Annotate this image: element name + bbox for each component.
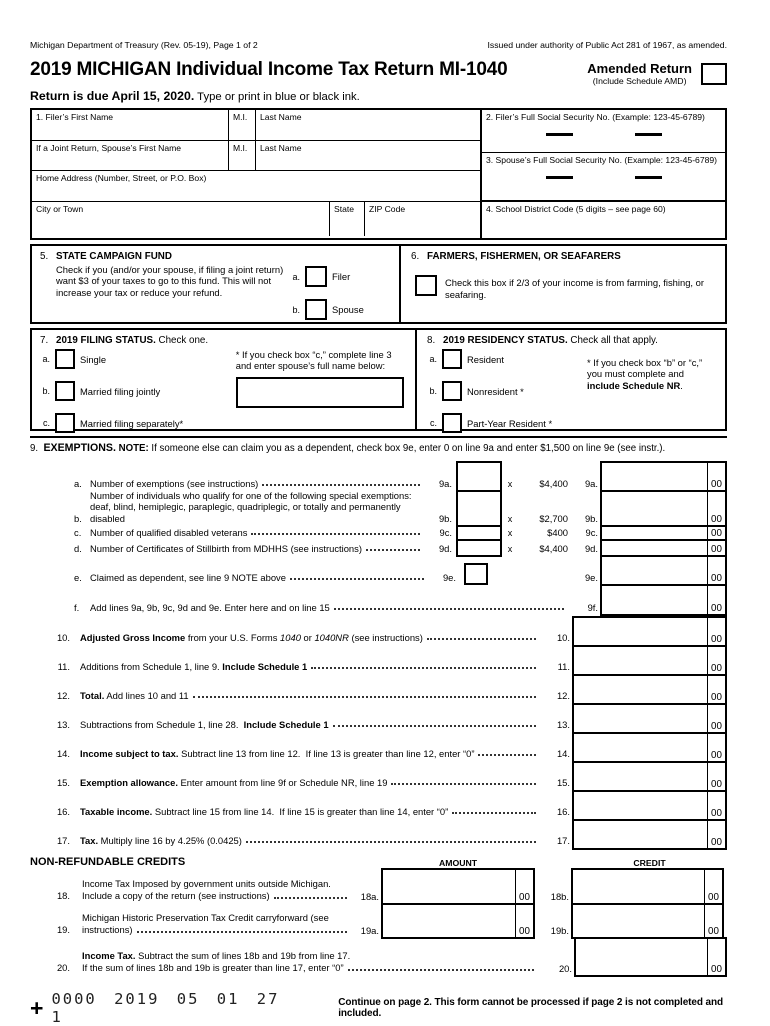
cents-column: 00 — [707, 541, 725, 555]
line-number: 20. — [56, 962, 70, 973]
section-7-title: 2019 FILING STATUS. — [56, 335, 156, 346]
exemption-row-9a — [30, 461, 727, 492]
campaign-filer-letter: a. — [292, 271, 300, 282]
line-11: 11. Additions from Schedule 1, line 9. Include Schedule 1 11. 00 — [30, 645, 727, 676]
section-8-subtitle: Check all that apply. — [567, 335, 658, 346]
line-ref: 9b. — [584, 513, 598, 524]
row-letter: c. — [74, 526, 82, 538]
cents-column: 00 — [707, 821, 725, 848]
section-7-filing-status — [32, 330, 417, 429]
line-18-text-2: Include a copy of the return (see instructions) — [82, 889, 270, 901]
section-5-campaign-fund — [32, 246, 401, 322]
row-text: Number of exemptions (see instructions) — [90, 477, 259, 489]
section-9-note: If someone else can claim you as a dependent, check box 9e, enter 0 on line 9a and enter $1,500 on line 9e (see instr.). — [148, 443, 666, 454]
section-9-title: EXEMPTIONS. — [43, 442, 116, 454]
filing-joint-letter: b. — [42, 386, 50, 396]
taxpayer-identity-table — [30, 108, 727, 240]
multiply-sign: x — [507, 479, 513, 489]
line-ref: 19b. — [550, 925, 569, 936]
spouse-last-name-field[interactable]: Last Name — [260, 143, 302, 153]
filing-single-letter: a. — [42, 354, 50, 364]
filing-joint-label: Married filing jointly — [80, 385, 161, 397]
line-ref: 17. — [556, 835, 570, 846]
line-ref: 18b. — [550, 891, 569, 902]
line-18 — [30, 868, 727, 905]
due-date-line — [30, 89, 727, 103]
dotted-leader — [348, 962, 534, 971]
credits-block — [30, 868, 727, 977]
credit-box-19b[interactable] — [571, 903, 724, 939]
row-letter: b. — [74, 512, 82, 524]
campaign-spouse-letter: b. — [292, 304, 300, 315]
farmers-checkbox[interactable] — [415, 275, 437, 296]
line-number: 18. — [56, 890, 70, 901]
dotted-leader — [193, 696, 536, 698]
city-field[interactable]: City or Town — [32, 202, 330, 236]
exemptions-block — [30, 461, 727, 616]
line-ref: 12. — [556, 690, 570, 701]
line-ref: 20. — [558, 963, 572, 974]
dotted-leader — [452, 812, 536, 814]
line-number: 14. — [56, 748, 70, 759]
due-date-text: Return is due April 15, 2020. — [30, 89, 195, 103]
dotted-leader — [274, 890, 347, 899]
amount-box-17[interactable] — [572, 819, 727, 850]
print-instruction-text: Type or print in blue or black ink. — [194, 91, 360, 103]
line-ref: 11. — [557, 661, 570, 672]
cents-column: 00 — [707, 557, 725, 584]
line-ref: 9f. — [587, 602, 598, 613]
section-9-note-label: NOTE: — [118, 443, 149, 454]
cents-column: 00 — [707, 763, 725, 790]
line-18-text-1: Income Tax Imposed by government units outside Michigan. — [82, 877, 331, 889]
amount-box-19a[interactable] — [381, 903, 535, 939]
credit-box-18b[interactable] — [571, 868, 724, 905]
spouse-full-name-field[interactable] — [236, 377, 404, 408]
dotted-leader — [366, 549, 420, 551]
dotted-leader — [391, 783, 536, 785]
line-14: 14. Income subject to tax. Subtract line 13 from line 12. If line 13 is greater than line 12, enter “0” 14. 00 — [30, 732, 727, 763]
row-text: Number of qualified disabled veterans — [90, 526, 248, 538]
cents-column: 00 — [707, 463, 725, 490]
state-field[interactable]: State — [330, 202, 365, 236]
sections-5-6 — [30, 244, 727, 324]
line-ref: 13. — [556, 719, 570, 730]
line-10: 10. Adjusted Gross Income from your U.S. Forms 1040 or 1040NR (see instructions) 10. 00 — [30, 616, 727, 647]
multiply-sign: x — [507, 514, 513, 524]
authority-text: Issued under authority of Public Act 281 of 1967, as amended. — [487, 40, 727, 50]
line-number: 17. — [56, 835, 70, 846]
spouse-first-name-field[interactable]: If a Joint Return, Spouse’s First Name — [32, 141, 229, 170]
amount-box-18a[interactable] — [381, 868, 535, 905]
credit-column-header: CREDIT — [633, 858, 666, 868]
line-19 — [30, 903, 727, 939]
row-text: Number of Certificates of Stillbirth from MDHHS (see instructions) — [90, 542, 362, 554]
amount-box-15[interactable] — [572, 761, 727, 792]
dotted-leader — [251, 533, 420, 535]
dotted-leader — [427, 638, 536, 640]
line-number: 11. — [57, 661, 70, 672]
row-text: Claimed as dependent, see line 9 NOTE above — [90, 571, 286, 583]
line-13: 13. Subtractions from Schedule 1, line 28. Include Schedule 1 13. 00 — [30, 703, 727, 734]
cents-column: 00 — [707, 647, 725, 674]
cents-column: 00 — [704, 870, 722, 903]
row-letter: f. — [74, 601, 80, 613]
cents-column: 00 — [515, 905, 533, 937]
spouse-mi-field[interactable]: M.I. — [229, 141, 256, 170]
cents-column: 00 — [707, 618, 725, 645]
amount-column-header: AMOUNT — [438, 858, 478, 868]
line-16: 16. Taxable income. Subtract line 15 from line 14. If line 15 is greater than line 14, enter “0” 16. 00 — [30, 790, 727, 821]
line-20-text-2: If the sum of lines 18b and 19b is greater than line 17, enter “0” — [82, 961, 344, 973]
filer-ssn-label: 2. Filer’s Full Social Security No. (Example: 123-45-6789) — [486, 112, 705, 122]
row-text: Number of individuals who qualify for one of the following special exemptions: deaf, blind, hemiplegic, paraplegic, quadriplegic, or totally and permanently disabled — [90, 490, 412, 524]
campaign-filer-label: Filer — [332, 271, 351, 282]
exemption-amount: $400 — [547, 527, 568, 538]
line-number: 15. — [56, 777, 70, 788]
multiply-sign: x — [507, 528, 513, 538]
amended-return-sublabel: (Include Schedule AMD) — [592, 76, 687, 86]
dependent-checkbox-9e[interactable] — [464, 563, 488, 585]
line-ref: 14. — [556, 748, 570, 759]
row-letter: e. — [74, 571, 82, 583]
cents-column: 00 — [704, 905, 722, 937]
row-letter: a. — [74, 477, 82, 489]
spouse-ssn-label: 3. Spouse’s Full Social Security No. (Example: 123-45-6789) — [486, 155, 718, 165]
line-ref: 9c. — [585, 527, 598, 538]
filing-separate-label: Married filing separately* — [80, 417, 184, 429]
amount-box-14[interactable] — [572, 732, 727, 763]
line-ref: 10. — [556, 632, 570, 643]
dotted-leader — [262, 484, 420, 486]
section-6-farmers — [401, 246, 725, 322]
line-ref: 9d. — [438, 543, 452, 554]
line-number: 13. — [56, 719, 70, 730]
treasury-revision-text: Michigan Department of Treasury (Rev. 05-19), Page 1 of 2 — [30, 40, 258, 50]
filer-first-name-field[interactable]: 1. Filer’s First Name — [32, 110, 229, 140]
line-number: 10. — [56, 632, 70, 643]
residency-resident-checkbox[interactable] — [442, 349, 462, 369]
cents-column: 00 — [707, 492, 725, 525]
filing-separate-checkbox[interactable] — [55, 413, 75, 433]
sections-7-8 — [30, 328, 727, 431]
residency-partyear-label: Part-Year Resident * — [467, 417, 553, 429]
count-box-9a[interactable] — [456, 461, 502, 492]
amount-box-13[interactable] — [572, 703, 727, 734]
residency-nonresident-checkbox[interactable] — [442, 381, 462, 401]
residency-status-note: * If you check box “b” or “c,” you must complete and include Schedule NR. — [587, 357, 703, 391]
cents-column: 00 — [707, 734, 725, 761]
form-header — [30, 40, 727, 50]
section-5-number: 5. — [40, 251, 49, 262]
amended-return-label: Amended Return — [587, 61, 692, 76]
line-12: 12. Total. Add lines 10 and 11 12. 00 — [30, 674, 727, 705]
home-address-field[interactable]: Home Address (Number, Street, or P.O. Box) — [36, 173, 207, 183]
dotted-leader — [290, 578, 424, 580]
line-ref: 18a. — [360, 891, 379, 902]
line-ref: 9e. — [442, 572, 456, 583]
line-20 — [30, 937, 727, 977]
exemption-row-9b — [30, 490, 727, 527]
section-8-residency-status — [417, 330, 725, 429]
income-lines-block — [30, 616, 727, 850]
residency-partyear-letter: c. — [429, 418, 437, 428]
dotted-leader — [333, 725, 536, 727]
cents-column: 00 — [515, 870, 533, 903]
form-title: 2019 MICHIGAN Individual Income Tax Return MI-1040 — [30, 59, 508, 80]
exemption-amount: $4,400 — [539, 543, 568, 554]
amount-box-9f[interactable] — [600, 584, 727, 616]
line-ref: 9a. — [584, 478, 598, 489]
campaign-spouse-checkbox[interactable] — [305, 299, 327, 320]
line-number: 19. — [56, 924, 70, 935]
dotted-leader — [478, 754, 536, 756]
filing-single-label: Single — [80, 353, 107, 365]
amount-box-10[interactable] — [572, 616, 727, 647]
scanline-code: 0000 2019 05 01 27 1 — [51, 990, 280, 1026]
spouse-ssn-field[interactable] — [482, 153, 725, 202]
section-6-description: Check this box if 2/3 of your income is from farming, fishing, or seafaring. — [445, 277, 704, 300]
exemption-amount: $4,400 — [539, 478, 568, 489]
section-5-title: STATE CAMPAIGN FUND — [56, 251, 172, 262]
ssn-dash-guides — [486, 176, 721, 179]
cents-column: 00 — [707, 792, 725, 819]
credits-section-title: NON-REFUNDABLE CREDITS — [30, 856, 186, 868]
amount-box-9b[interactable] — [600, 490, 727, 527]
form-footer — [30, 990, 727, 1026]
school-district-field[interactable]: 4. School District Code (5 digits – see page 60) — [486, 204, 666, 214]
residency-nonresident-letter: b. — [429, 386, 437, 396]
row-text: Add lines 9a, 9b, 9c, 9d and 9e. Enter here and on line 15 — [90, 601, 330, 613]
line-ref: 9d. — [584, 543, 598, 554]
cents-column: 00 — [707, 705, 725, 732]
line-ref: 16. — [556, 806, 570, 817]
residency-partyear-checkbox[interactable] — [442, 413, 462, 433]
section-9-header — [30, 442, 727, 454]
line-number: 16. — [56, 806, 70, 817]
line-ref: 9b. — [438, 513, 452, 524]
line-19-text-1: Michigan Historic Preservation Tax Credit carryforward (see — [82, 911, 329, 923]
section-6-title: FARMERS, FISHERMEN, OR SEAFARERS — [427, 251, 621, 262]
residency-resident-letter: a. — [429, 354, 437, 364]
campaign-filer-checkbox[interactable] — [305, 266, 327, 287]
section-9-divider — [30, 436, 727, 438]
campaign-spouse-label: Spouse — [332, 304, 364, 315]
dotted-leader — [334, 608, 564, 610]
line-ref: 9e. — [584, 572, 598, 583]
exemption-row-9f — [30, 584, 727, 616]
line-19-text-2: instructions) — [82, 923, 133, 935]
cents-column: 00 — [707, 939, 725, 975]
dotted-leader — [137, 924, 347, 933]
line-20-bold: Income Tax. — [82, 949, 136, 961]
line-15: 15. Exemption allowance. Enter amount from line 9f or Schedule NR, line 19 15. 00 — [30, 761, 727, 792]
residency-resident-label: Resident — [467, 353, 505, 365]
row-letter: d. — [74, 542, 82, 554]
amount-box-9e[interactable] — [600, 555, 727, 586]
line-ref: 19a. — [360, 925, 379, 936]
line-number: 12. — [56, 690, 70, 701]
section-6-number: 6. — [411, 251, 420, 262]
zip-code-field[interactable]: ZIP Code — [369, 204, 406, 214]
credit-box-20[interactable] — [574, 937, 727, 977]
section-8-number: 8. — [427, 335, 436, 346]
amount-box-12[interactable] — [572, 674, 727, 705]
amended-return-checkbox[interactable] — [701, 63, 727, 85]
line-20-text-1: Subtract the sum of lines 18b and 19b from line 17. — [135, 949, 351, 961]
plus-registration-mark: + — [30, 994, 44, 1021]
section-9-number: 9. — [30, 443, 39, 454]
filer-last-name-field[interactable]: Last Name — [260, 112, 302, 122]
dotted-leader — [311, 667, 536, 669]
ssn-dash-guides — [486, 133, 721, 136]
filer-mi-field[interactable]: M.I. — [229, 110, 256, 140]
residency-nonresident-label: Nonresident * — [467, 385, 524, 397]
continue-note: Continue on page 2. This form cannot be processed if page 2 is not completed and included. — [338, 997, 724, 1019]
section-8-title: 2019 RESIDENCY STATUS. — [443, 335, 568, 346]
section-7-subtitle: Check one. — [155, 335, 209, 346]
filer-ssn-field[interactable] — [482, 110, 725, 153]
filing-joint-checkbox[interactable] — [55, 381, 75, 401]
count-box-9b[interactable] — [456, 490, 502, 527]
line-ref: 15. — [556, 777, 570, 788]
line-ref: 9a. — [438, 478, 452, 489]
section-7-number: 7. — [40, 335, 49, 346]
exemption-amount: $2,700 — [539, 513, 568, 524]
section-5-description: Check if you (and/or your spouse, if filing a joint return) want $3 of your taxes to go to this fund. This will not increase your tax or reduce your refund. — [56, 264, 284, 298]
amount-box-11[interactable] — [572, 645, 727, 676]
line-17: 17. Tax. Multiply line 16 by 4.25% (0.0425) 17. 00 — [30, 819, 727, 850]
exemption-row-9e — [30, 555, 727, 586]
dotted-leader — [246, 841, 536, 843]
filing-single-checkbox[interactable] — [55, 349, 75, 369]
count-box-9d[interactable] — [456, 539, 502, 557]
filing-separate-letter: c. — [42, 418, 50, 428]
amount-box-16[interactable] — [572, 790, 727, 821]
cents-column: 00 — [707, 527, 725, 539]
cents-column: 00 — [707, 586, 725, 614]
amended-return-block — [587, 61, 727, 86]
line-ref: 9c. — [439, 527, 452, 538]
filing-status-note: * If you check box “c,” complete line 3 and enter spouse’s full name below: — [235, 349, 392, 372]
multiply-sign: x — [507, 544, 513, 554]
cents-column: 00 — [707, 676, 725, 703]
credits-header-row — [30, 853, 727, 868]
amount-box-9a[interactable] — [600, 461, 727, 492]
